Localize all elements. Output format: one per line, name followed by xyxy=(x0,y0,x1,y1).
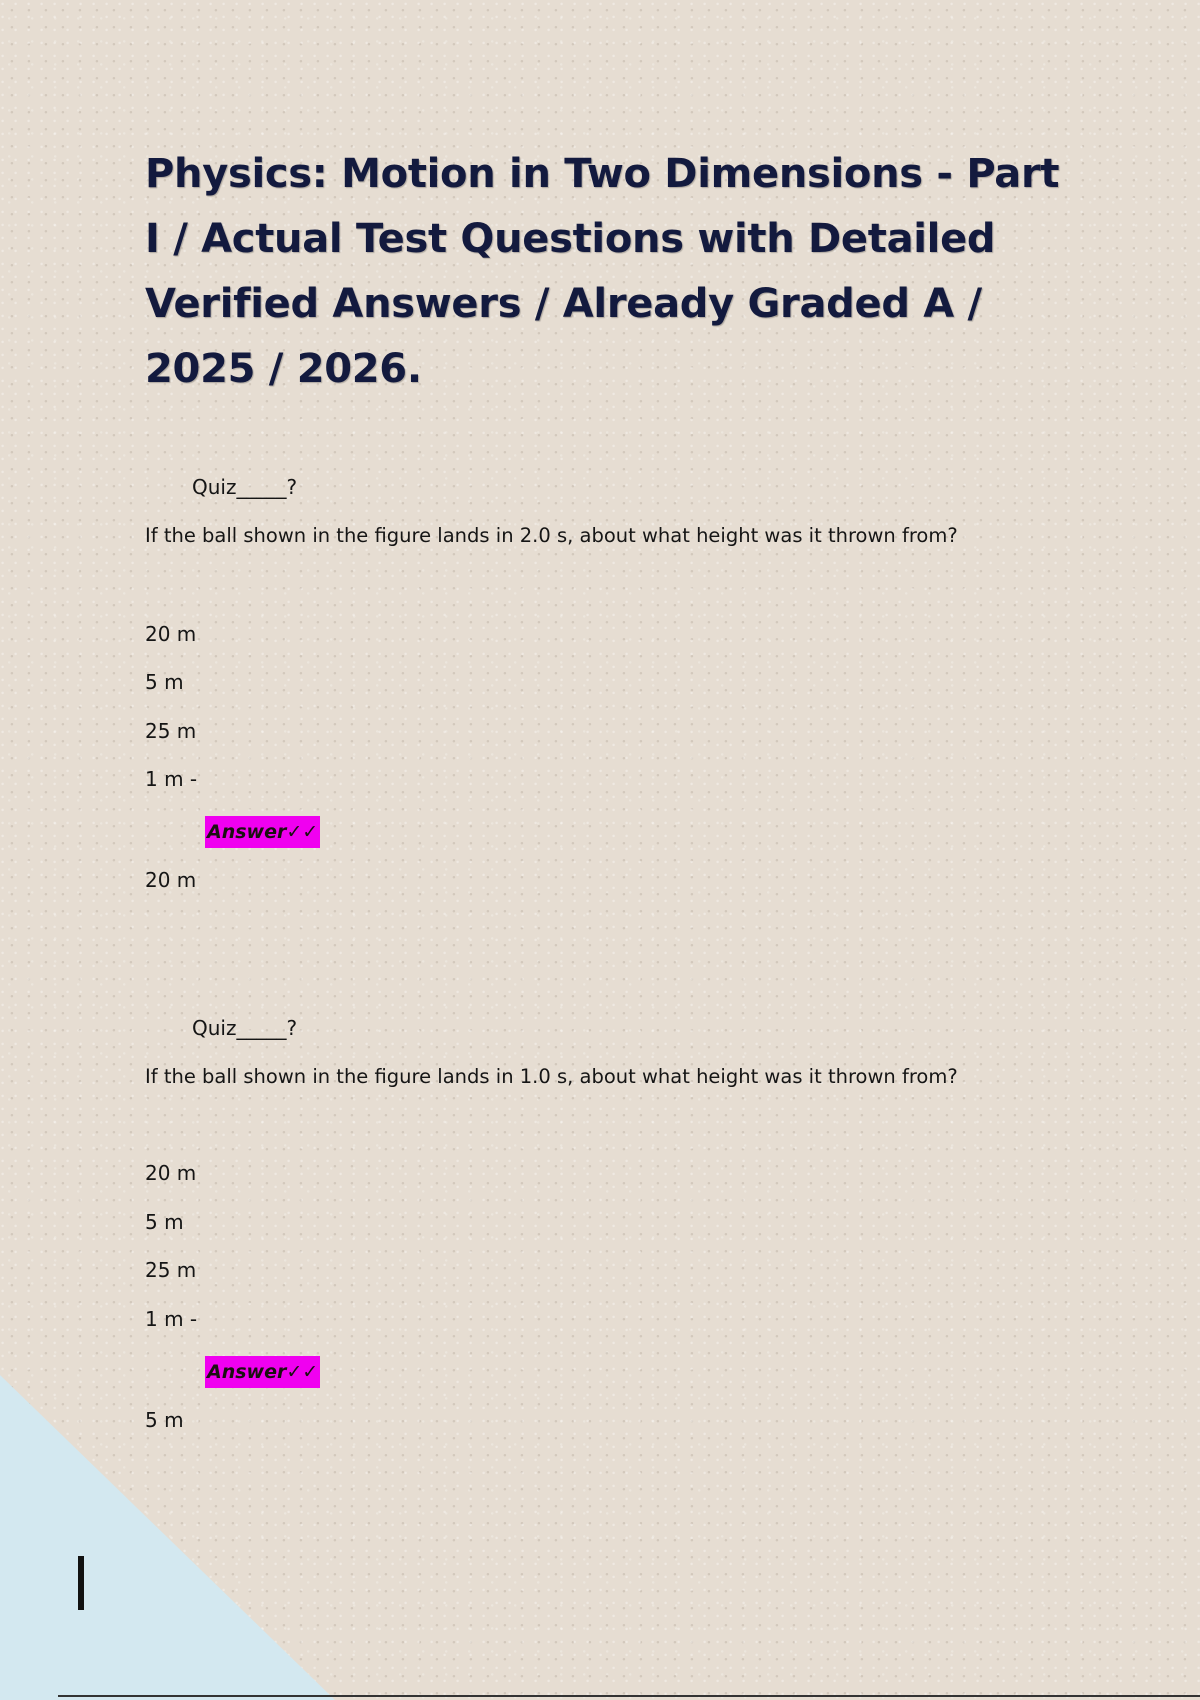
answer-option: 20 m xyxy=(145,622,197,646)
answer-option: 1 m - xyxy=(145,1307,198,1331)
page-number-mark xyxy=(78,1556,84,1610)
question-text: If the ball shown in the figure lands in 1.0 s, about what height was it thrown from? xyxy=(145,1065,958,1088)
question-text: If the ball shown in the figure lands in 2.0 s, about what height was it thrown from? xyxy=(145,524,958,547)
correct-answer: 20 m xyxy=(145,868,197,892)
answer-option: 20 m xyxy=(145,1161,197,1185)
answer-highlight-tag: Answer✓✓ xyxy=(205,816,320,848)
bottom-rule xyxy=(58,1695,1200,1697)
document-title: Physics: Motion in Two Dimensions - Part I / Actual Test Questions with Detailed Verified Answers / Already Graded A / 2025 / 2026. xyxy=(145,151,1060,392)
answer-option: 5 m xyxy=(145,670,184,694)
answer-option: 1 m - xyxy=(145,767,198,791)
answer-option: 25 m xyxy=(145,719,197,743)
answer-option: 5 m xyxy=(145,1210,184,1234)
quiz-label: Quiz_____? xyxy=(192,475,298,499)
answer-option: 25 m xyxy=(145,1258,197,1282)
answer-highlight-tag: Answer✓✓ xyxy=(205,1356,320,1388)
correct-answer: 5 m xyxy=(145,1408,184,1432)
quiz-label: Quiz_____? xyxy=(192,1016,298,1040)
